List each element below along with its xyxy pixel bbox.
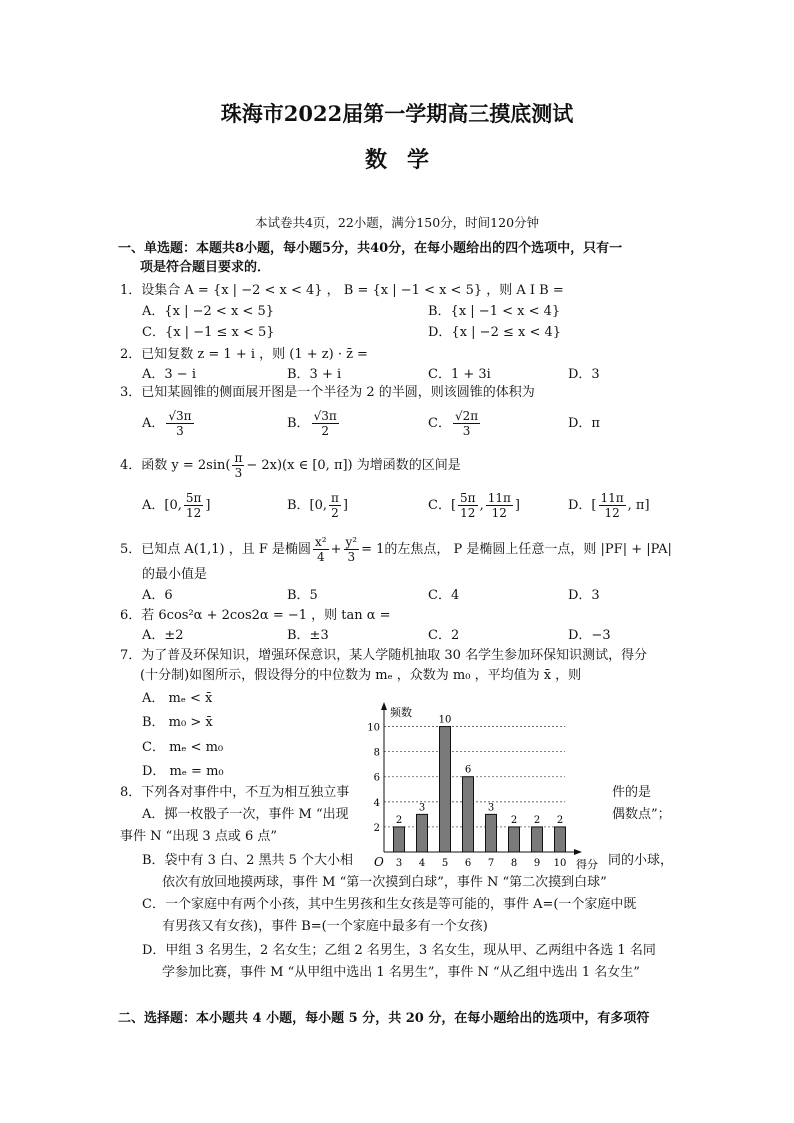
q4-option-a bbox=[142, 488, 210, 524]
x-tick-label: 9 bbox=[533, 858, 541, 869]
q4-b-post: ] bbox=[342, 498, 348, 513]
q5-x-den: 4 bbox=[317, 550, 325, 564]
y-axis-label: 频数 bbox=[390, 706, 412, 719]
q1-option-c: C．{x | −1 ≤ x < 5} bbox=[142, 325, 275, 340]
bar-6 bbox=[463, 777, 474, 852]
section2-heading: 二、选择题：本小题共 4 小题，每小题 5 分，共 20 分，在每小题给出的选项中，有多项符 bbox=[118, 1011, 650, 1026]
q4-b-pre: B．[0, bbox=[287, 498, 328, 513]
q3-option-c bbox=[428, 404, 482, 444]
q3-b-den: 2 bbox=[321, 424, 329, 438]
q4-a-post: ] bbox=[205, 498, 211, 513]
q2-option-d: D．3 bbox=[568, 367, 600, 382]
q7-line1: 7．为了普及环保知识，增强环保意识，某人学随机抽取 30 名学生参加环保知识测试，得分 bbox=[120, 648, 648, 663]
bar-value-label: 2 bbox=[533, 814, 541, 826]
q4-d-pre: D．[ bbox=[568, 498, 597, 513]
q5-option-a: A．6 bbox=[142, 588, 173, 603]
y-tick-label: 6 bbox=[373, 772, 380, 784]
q4-d-post: , π] bbox=[627, 498, 650, 513]
q6-stem: 6．若 6cos²α + 2cos2α = −1 ，则 tan α = bbox=[120, 608, 391, 623]
bar-4 bbox=[417, 814, 428, 852]
q5-line2: 的最小值是 bbox=[142, 567, 208, 582]
q2-option-a: A．3 − i bbox=[142, 367, 196, 382]
q5-y-den: 3 bbox=[347, 550, 356, 564]
q5-stem-pre: 5．已知点 A(1,1) ，且 F 是椭圆 bbox=[120, 542, 312, 557]
q4-c-mid: , bbox=[479, 498, 484, 513]
q3-a-label: A． bbox=[142, 416, 165, 431]
q7-option-b: B． m₀ > x̄ bbox=[142, 715, 213, 730]
q5-option-d: D．3 bbox=[568, 588, 600, 603]
q4-a-pre: A．[0, bbox=[142, 498, 182, 513]
q4-b-num: π bbox=[331, 491, 339, 505]
x-tick-label: 4 bbox=[418, 858, 426, 869]
q3-option-d: D．π bbox=[568, 416, 600, 431]
score-frequency-chart bbox=[360, 700, 610, 870]
y-axis-arrow-icon bbox=[381, 702, 387, 710]
q4-stem-pre: 4．函数 y = 2sin( bbox=[120, 458, 231, 473]
q8-stem-right: 件的是 bbox=[612, 785, 652, 800]
q8-option-b-left: B．袋中有 3 白、2 黑共 5 个大小相 bbox=[142, 853, 354, 868]
q8-option-c-line1: C．一个家庭中有两个小孩，其中生男孩和生女孩是等可能的，事件 A=(一个家庭中既 bbox=[142, 897, 637, 912]
bar-9 bbox=[532, 827, 543, 852]
q4-c-den1: 12 bbox=[460, 506, 476, 520]
q5-plus: + bbox=[330, 542, 342, 557]
q3-c-den: 3 bbox=[462, 424, 471, 438]
q4-stem-den: 3 bbox=[234, 466, 243, 480]
bar-value-label: 6 bbox=[464, 764, 472, 776]
q4-c-den2: 12 bbox=[491, 506, 507, 520]
q4-c-num2: 11π bbox=[487, 491, 511, 505]
q4-stem-num: π bbox=[234, 451, 243, 465]
q8-option-c-line2: 有男孩又有女孩)，事件 B=(一个家庭中最多有一个女孩) bbox=[162, 919, 488, 934]
q4-stem-post: − 2x)(x ∈ [0, π]) 为增函数的区间是 bbox=[246, 458, 461, 473]
exam-title: 珠海市2022届第一学期高三摸底测试 bbox=[220, 101, 574, 126]
q8-option-b-line2: 依次有放回地摸两球，事件 M “第一次摸到白球”，事件 N “第二次摸到白球” bbox=[162, 875, 607, 890]
y-tick-label: 8 bbox=[373, 747, 380, 759]
y-tick-label: 4 bbox=[373, 797, 380, 809]
x-axis-arrow-icon bbox=[574, 849, 582, 855]
q2-option-b: B．3 + i bbox=[287, 367, 342, 382]
q4-stem bbox=[120, 448, 461, 484]
q3-c-num: √2π bbox=[454, 409, 479, 423]
x-tick-label: 3 bbox=[395, 858, 403, 869]
q3-stem: 3．已知某圆锥的侧面展开图是一个半径为 2 的半圆，则该圆锥的体积为 bbox=[120, 385, 535, 400]
section1-heading-line2: 项是符合题目要求的． bbox=[140, 260, 271, 275]
bar-value-label: 3 bbox=[487, 802, 495, 814]
bar-value-label: 10 bbox=[438, 714, 452, 726]
x-tick-label: 8 bbox=[510, 858, 518, 869]
q6-option-b: B．±3 bbox=[287, 628, 329, 643]
y-tick-label: 10 bbox=[367, 722, 380, 734]
q8-stem-left: 8．下列各对事件中，不互为相互独立事 bbox=[120, 785, 350, 800]
q5-y-num: y² bbox=[345, 535, 358, 549]
q4-d-den: 12 bbox=[604, 506, 620, 520]
bar-value-label: 2 bbox=[556, 814, 564, 826]
bar-10 bbox=[555, 827, 566, 852]
q7-line2: (十分制)如图所示，假设得分的中位数为 mₑ ，众数为 m₀ ，平均值为 x̄ ，则 bbox=[140, 668, 582, 683]
q4-option-c bbox=[428, 488, 520, 524]
q5-option-b: B．5 bbox=[287, 588, 318, 603]
x-tick-label: 7 bbox=[487, 858, 495, 869]
bar-5 bbox=[440, 727, 451, 852]
subject-title: 数学 bbox=[364, 147, 449, 173]
q8-option-b-right: 同的小球， bbox=[608, 853, 674, 868]
section1-heading-line1: 一、单选题：本题共8小题，每小题5分，共40分，在每小题给出的四个选项中，只有一 bbox=[118, 241, 623, 256]
q6-option-d: D．−3 bbox=[568, 628, 611, 643]
q3-a-num: √3π bbox=[168, 409, 192, 423]
q6-option-c: C．2 bbox=[428, 628, 460, 643]
q5-x-num: x² bbox=[315, 535, 327, 549]
q4-d-num: 11π bbox=[600, 491, 624, 505]
q3-b-label: B． bbox=[287, 416, 310, 431]
q8-option-a-line2: 事件 N “出现 3 点或 6 点” bbox=[120, 829, 278, 844]
q3-a-den: 3 bbox=[176, 424, 184, 438]
q7-option-d: D． mₑ = m₀ bbox=[142, 764, 224, 779]
exam-note: 本试卷共4页，22小题，满分150分，时间120分钟 bbox=[254, 215, 540, 230]
q3-c-label: C． bbox=[428, 416, 451, 431]
q1-option-a: A．{x | −2 < x < 5} bbox=[142, 304, 274, 319]
q4-option-d bbox=[568, 488, 650, 524]
q1-option-d: D．{x | −2 ≤ x < 4} bbox=[428, 325, 562, 340]
bar-value-label: 2 bbox=[510, 814, 518, 826]
x-tick-label: 10 bbox=[553, 858, 567, 869]
q4-option-b bbox=[287, 488, 348, 524]
q3-option-a bbox=[142, 404, 196, 444]
q2-stem: 2．已知复数 z = 1 + i ，则 (1 + z) · z̄ = bbox=[120, 347, 368, 362]
q5-stem bbox=[120, 532, 672, 568]
q4-b-den: 2 bbox=[331, 506, 339, 520]
q4-a-num: 5π bbox=[185, 491, 202, 505]
x-tick-label: 6 bbox=[464, 858, 472, 869]
q1-option-b: B．{x | −1 < x < 4} bbox=[428, 304, 561, 319]
q4-a-den: 12 bbox=[186, 506, 202, 520]
bar-7 bbox=[486, 814, 497, 852]
y-tick-label: 2 bbox=[373, 822, 380, 834]
bar-value-label: 2 bbox=[395, 814, 403, 826]
q1-stem: 1．设集合 A = {x | −2 < x < 4} ， B = {x | −1 < x < 5} ，则 A I B = bbox=[120, 283, 564, 298]
q4-c-post: ] bbox=[514, 498, 520, 513]
q7-option-c: C． mₑ < m₀ bbox=[142, 740, 224, 755]
q4-c-pre: C．[ bbox=[428, 498, 457, 513]
q3-b-num: √3π bbox=[313, 409, 337, 423]
q2-option-c: C．1 + 3i bbox=[428, 367, 491, 382]
q8-option-d-line1: D．甲组 3 名男生，2 名女生；乙组 2 名男生，3 名女生，现从甲、乙两组中各选 1 名同 bbox=[142, 943, 656, 958]
q3-option-b bbox=[287, 404, 341, 444]
origin-label: O bbox=[374, 855, 384, 869]
bar-3 bbox=[394, 827, 405, 852]
q4-c-num1: 5π bbox=[460, 491, 476, 505]
q8-option-a-left: A．掷一枚骰子一次，事件 M “出现 bbox=[142, 807, 349, 822]
q5-option-c: C．4 bbox=[428, 588, 460, 603]
bar-value-label: 3 bbox=[418, 802, 426, 814]
bar-8 bbox=[509, 827, 520, 852]
q8-option-a-right: 偶数点”； bbox=[612, 807, 671, 822]
q8-option-d-line2: 学参加比赛，事件 M “从甲组中选出 1 名男生”，事件 N “从乙组中选出 1 名女生” bbox=[162, 965, 640, 980]
q5-stem-post: = 1的左焦点， P 是椭圆上任意一点，则 |PF| + |PA| bbox=[361, 542, 672, 557]
x-tick-label: 5 bbox=[441, 858, 449, 869]
q6-option-a: A．±2 bbox=[142, 628, 184, 643]
x-axis-label: 得分 bbox=[576, 858, 598, 870]
q7-option-a: A． mₑ < x̄ bbox=[142, 691, 213, 706]
